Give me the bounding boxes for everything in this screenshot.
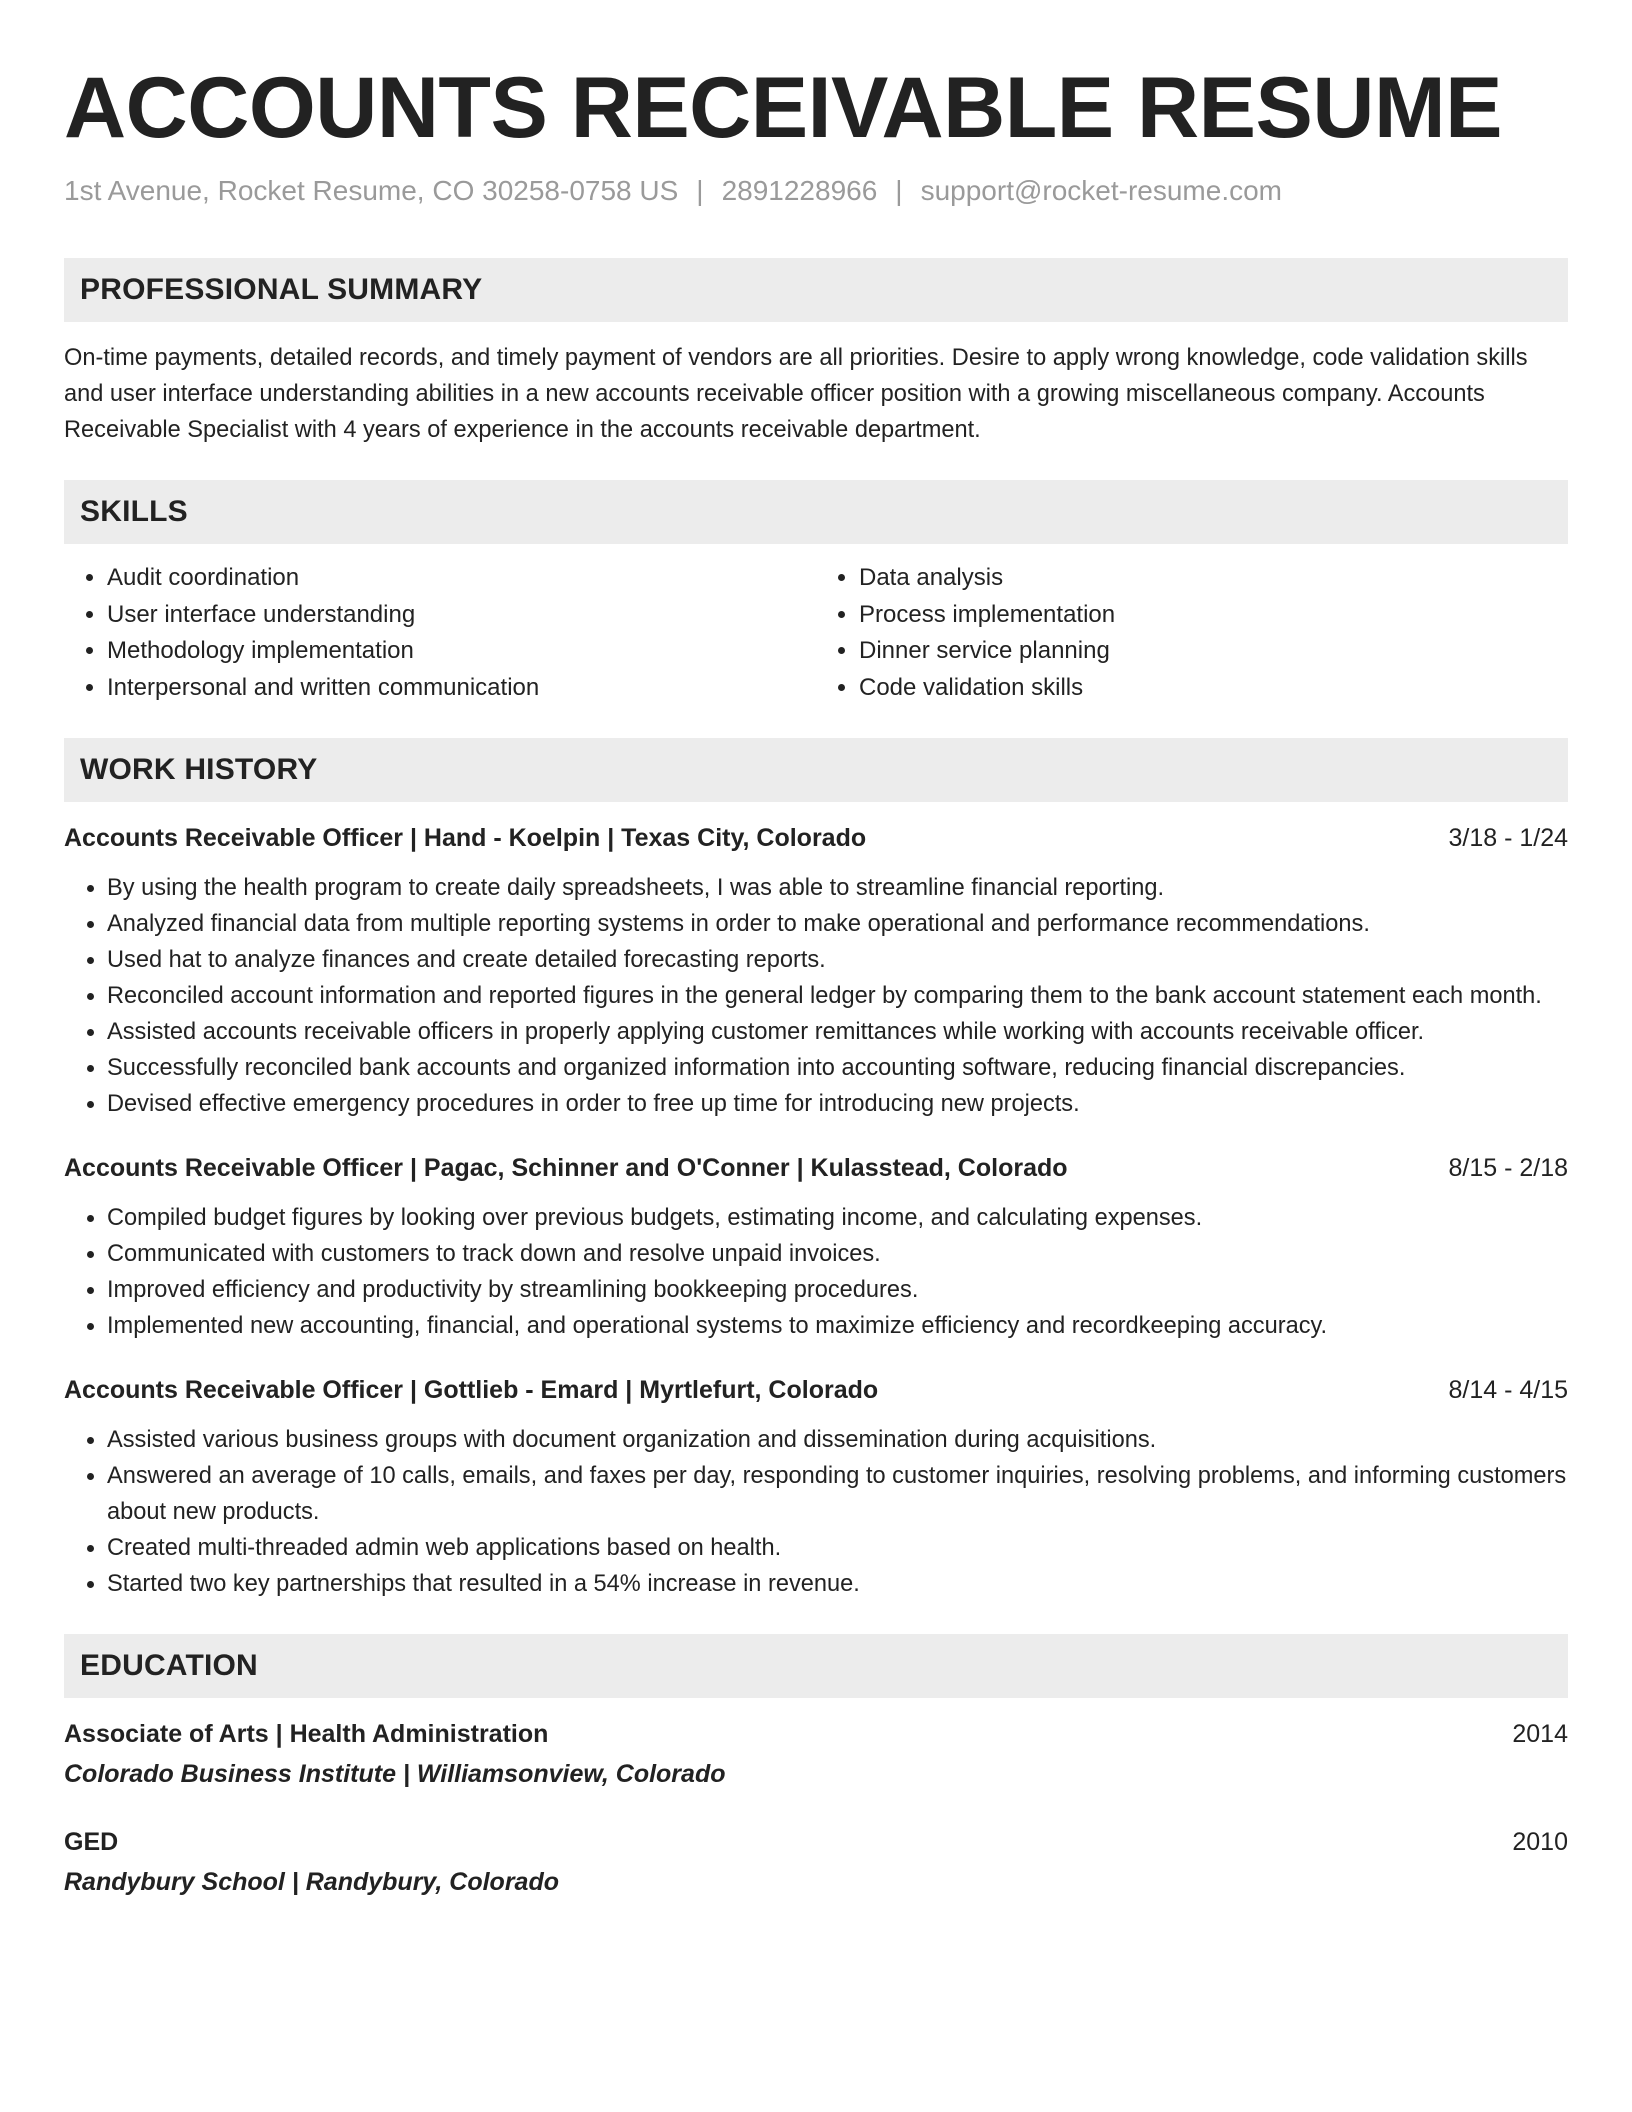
job-entry [64, 1372, 1568, 1602]
skill-item: • User interface understanding [107, 597, 816, 634]
section-header-education: EDUCATION [64, 1634, 1568, 1698]
education-entry [64, 1824, 1568, 1900]
contact-email: support@rocket-resume.com [920, 175, 1283, 206]
job-entry [64, 820, 1568, 1122]
skill-item: • Data analysis [859, 560, 1568, 597]
job-bullets [64, 870, 1568, 1122]
skill-item: • Interpersonal and written communication [107, 670, 816, 707]
job-dates: 8/14 - 4/15 [1448, 1376, 1568, 1404]
contact-phone: 2891228966 [721, 175, 878, 206]
job-bullet: • Successfully reconciled bank accounts and organized information into accounting software, reducing financial discrepancies. [107, 1050, 1568, 1086]
job-bullets [64, 1422, 1568, 1602]
skill-item: • Audit coordination [107, 560, 816, 597]
education-degree: Associate of Arts | Health Administration [64, 1720, 549, 1748]
job-bullets [64, 1200, 1568, 1344]
job-bullet: • Devised effective emergency procedures in order to free up time for introducing new projects. [107, 1086, 1568, 1122]
summary-text: On-time payments, detailed records, and timely payment of vendors are all priorities. Desire to apply wrong knowledge, code validation skills and user interface understanding abilities in a new accounts receivable officer position with a growing miscellaneous company. Accounts Receivable Specialist with 4 years of experience in the accounts receivable department. [64, 345, 1528, 443]
skill-item: • Code validation skills [859, 670, 1568, 707]
job-header [64, 820, 1568, 856]
contact-separator: | [696, 175, 704, 206]
education-degree: GED [64, 1828, 119, 1856]
skill-item: • Process implementation [859, 597, 1568, 634]
job-dates: 8/15 - 2/18 [1448, 1154, 1568, 1182]
education-school: Colorado Business Institute | Williamsonview, Colorado [64, 1760, 726, 1788]
job-bullet: • Reconciled account information and reported figures in the general ledger by comparing them to the bank account statement each month. [107, 978, 1568, 1014]
job-bullet: • Used hat to analyze finances and create detailed forecasting reports. [107, 942, 1568, 978]
contact-line [64, 174, 1568, 208]
job-bullet: • Analyzed financial data from multiple reporting systems in order to make operational and performance recommendations. [107, 906, 1568, 942]
job-bullet: • Created multi-threaded admin web applications based on health. [107, 1530, 1568, 1566]
job-header [64, 1150, 1568, 1186]
job-title: Accounts Receivable Officer | Gottlieb - Emard | Myrtlefurt, Colorado [64, 1376, 879, 1404]
section-header-summary: PROFESSIONAL SUMMARY [64, 258, 1568, 322]
education-school: Randybury School | Randybury, Colorado [64, 1868, 560, 1896]
job-bullet: • Answered an average of 10 calls, emails, and faxes per day, responding to customer inquiries, resolving problems, and informing customers about new products. [107, 1458, 1568, 1530]
job-header [64, 1372, 1568, 1408]
section-header-work-history: WORK HISTORY [64, 738, 1568, 802]
job-bullet: • Assisted various business groups with document organization and dissemination during acquisitions. [107, 1422, 1568, 1458]
section-header-skills: SKILLS [64, 480, 1568, 544]
skills-grid [64, 560, 1568, 706]
job-entry [64, 1150, 1568, 1344]
job-bullet: • Improved efficiency and productivity by streamlining bookkeeping procedures. [107, 1272, 1568, 1308]
job-bullet: • Compiled budget figures by looking over previous budgets, estimating income, and calculating expenses. [107, 1200, 1568, 1236]
skills-column-left [64, 560, 816, 706]
education-header [64, 1824, 1568, 1860]
education-year: 2010 [1512, 1828, 1568, 1856]
job-dates: 3/18 - 1/24 [1448, 824, 1568, 852]
job-title: Accounts Receivable Officer | Pagac, Schinner and O'Conner | Kulasstead, Colorado [64, 1154, 1068, 1182]
skill-item: • Dinner service planning [859, 633, 1568, 670]
skills-column-right [816, 560, 1568, 706]
education-header [64, 1716, 1568, 1752]
education-year: 2014 [1512, 1720, 1568, 1748]
job-bullet: • Communicated with customers to track down and resolve unpaid invoices. [107, 1236, 1568, 1272]
job-bullet: • Assisted accounts receivable officers in properly applying customer remittances while working with accounts receivable officer. [107, 1014, 1568, 1050]
skill-item: • Methodology implementation [107, 633, 816, 670]
job-bullet: • By using the health program to create daily spreadsheets, I was able to streamline financial reporting. [107, 870, 1568, 906]
contact-address: 1st Avenue, Rocket Resume, CO 30258-0758 US [64, 175, 679, 206]
job-bullet: • Implemented new accounting, financial, and operational systems to maximize efficiency and recordkeeping accuracy. [107, 1308, 1568, 1344]
job-title: Accounts Receivable Officer | Hand - Koelpin | Texas City, Colorado [64, 824, 867, 852]
job-bullet: • Started two key partnerships that resulted in a 54% increase in revenue. [107, 1566, 1568, 1602]
education-entry [64, 1716, 1568, 1792]
resume-title: ACCOUNTS RECEIVABLE RESUME [64, 60, 1502, 156]
contact-separator: | [895, 175, 903, 206]
